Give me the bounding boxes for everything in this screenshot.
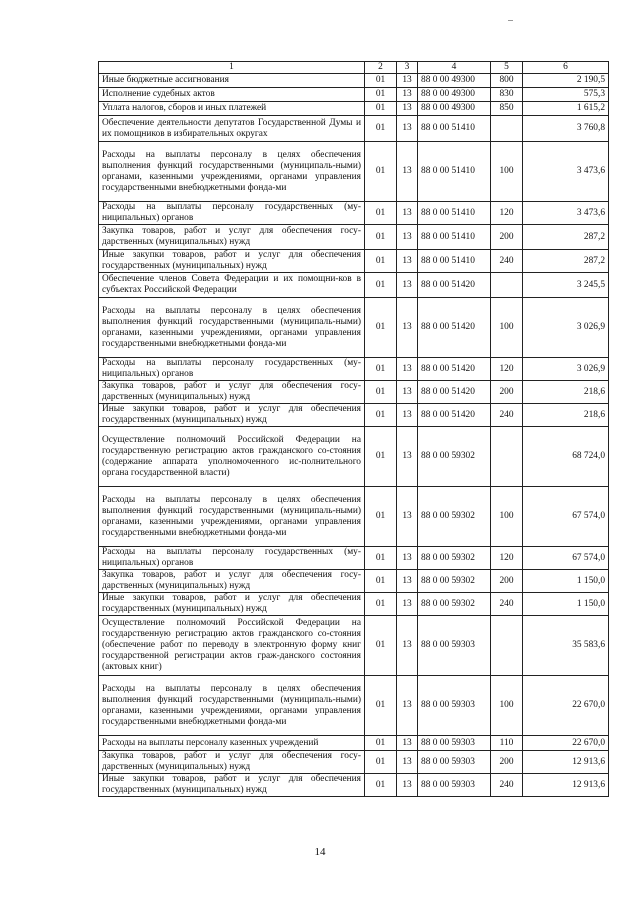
row-target-code: 88 0 00 59303 <box>418 736 491 751</box>
row-section: 01 <box>365 404 397 427</box>
row-amount: 67 574,0 <box>523 547 609 570</box>
row-target-code: 88 0 00 59302 <box>418 570 491 593</box>
row-expense-type: 200 <box>491 751 523 774</box>
header-cell: 5 <box>491 62 523 74</box>
row-amount: 22 670,0 <box>523 676 609 736</box>
row-target-code: 88 0 00 51420 <box>418 381 491 404</box>
row-target-code: 88 0 00 59303 <box>418 676 491 736</box>
row-target-code: 88 0 00 51410 <box>418 142 491 202</box>
row-target-code: 88 0 00 51410 <box>418 202 491 225</box>
row-target-code: 88 0 00 51410 <box>418 250 491 273</box>
row-expense-type <box>491 273 523 298</box>
table-row <box>99 570 609 593</box>
row-section: 01 <box>365 487 397 547</box>
row-name: Закупка товаров, работ и услуг для обеспечения госу-дарственных (муниципальных) нужд <box>99 751 365 774</box>
row-expense-type: 110 <box>491 736 523 751</box>
row-amount: 67 574,0 <box>523 487 609 547</box>
table-row <box>99 487 609 547</box>
header-cell: 2 <box>365 62 397 74</box>
row-name: Расходы на выплаты персоналу в целях обеспечения выполнения функций государственными (муниципаль-ными) органами, казенными учреждениями, органами управления государственными внебюджетными фонда-ми <box>99 676 365 736</box>
row-section: 01 <box>365 202 397 225</box>
row-expense-type: 240 <box>491 404 523 427</box>
row-target-code: 88 0 00 59302 <box>418 487 491 547</box>
row-amount: 3 026,9 <box>523 298 609 358</box>
table-row <box>99 358 609 381</box>
table-row <box>99 676 609 736</box>
scan-mark <box>508 20 513 21</box>
row-subsection: 13 <box>397 74 418 88</box>
header-cell: 6 <box>523 62 609 74</box>
row-name: Иные закупки товаров, работ и услуг для обеспечения государственных (муниципальных) нужд <box>99 593 365 616</box>
row-section: 01 <box>365 736 397 751</box>
row-target-code: 88 0 00 59302 <box>418 547 491 570</box>
row-section: 01 <box>365 298 397 358</box>
row-target-code: 88 0 00 59302 <box>418 427 491 487</box>
row-subsection: 13 <box>397 427 418 487</box>
row-target-code: 88 0 00 51410 <box>418 116 491 142</box>
row-section: 01 <box>365 774 397 797</box>
row-subsection: 13 <box>397 102 418 116</box>
table-row <box>99 142 609 202</box>
row-amount: 12 913,6 <box>523 774 609 797</box>
row-target-code: 88 0 00 59303 <box>418 751 491 774</box>
row-subsection: 13 <box>397 751 418 774</box>
row-amount: 1 615,2 <box>523 102 609 116</box>
table-row <box>99 88 609 102</box>
row-expense-type: 830 <box>491 88 523 102</box>
header-cell: 1 <box>99 62 365 74</box>
row-amount: 3 473,6 <box>523 202 609 225</box>
table-row <box>99 250 609 273</box>
row-expense-type: 200 <box>491 381 523 404</box>
row-target-code: 88 0 00 51420 <box>418 404 491 427</box>
table-row <box>99 298 609 358</box>
row-expense-type: 240 <box>491 250 523 273</box>
row-expense-type: 240 <box>491 774 523 797</box>
row-subsection: 13 <box>397 273 418 298</box>
row-section: 01 <box>365 547 397 570</box>
row-target-code: 88 0 00 49300 <box>418 102 491 116</box>
table-row <box>99 751 609 774</box>
row-name: Расходы на выплаты персоналу государственных (му-ниципальных) органов <box>99 547 365 570</box>
row-target-code: 88 0 00 59303 <box>418 616 491 676</box>
row-target-code: 88 0 00 51410 <box>418 225 491 250</box>
row-name: Закупка товаров, работ и услуг для обеспечения госу-дарственных (муниципальных) нужд <box>99 381 365 404</box>
row-name: Расходы на выплаты персоналу в целях обеспечения выполнения функций государственными (муниципаль-ными) органами, казенными учреждениями, органами управления государственными внебюджетными фонда-ми <box>99 142 365 202</box>
row-amount: 3 760,8 <box>523 116 609 142</box>
row-subsection: 13 <box>397 487 418 547</box>
table-row <box>99 616 609 676</box>
row-amount: 3 245,5 <box>523 273 609 298</box>
row-name: Иные закупки товаров, работ и услуг для обеспечения государственных (муниципальных) нужд <box>99 774 365 797</box>
row-amount: 575,3 <box>523 88 609 102</box>
row-name: Расходы на выплаты персоналу государственных (му-ниципальных) органов <box>99 202 365 225</box>
row-amount: 68 724,0 <box>523 427 609 487</box>
row-expense-type: 200 <box>491 570 523 593</box>
row-name: Закупка товаров, работ и услуг для обеспечения госу-дарственных (муниципальных) нужд <box>99 225 365 250</box>
row-target-code: 88 0 00 49300 <box>418 88 491 102</box>
row-name: Иные закупки товаров, работ и услуг для обеспечения государственных (муниципальных) нужд <box>99 404 365 427</box>
row-subsection: 13 <box>397 404 418 427</box>
row-name: Расходы на выплаты персоналу в целях обеспечения выполнения функций государственными (муниципаль-ными) органами, казенными учреждениями, органами управления государственными внебюджетными фонда-ми <box>99 487 365 547</box>
row-expense-type: 100 <box>491 298 523 358</box>
row-expense-type: 240 <box>491 593 523 616</box>
row-amount: 3 473,6 <box>523 142 609 202</box>
row-section: 01 <box>365 358 397 381</box>
table-row <box>99 102 609 116</box>
row-name: Осуществление полномочий Российской Федерации на государственную регистрацию актов гражданского со-стояния (содержание аппарата уполномоченного ис-полнительного органа государственной власти) <box>99 427 365 487</box>
row-name: Уплата налогов, сборов и иных платежей <box>99 102 365 116</box>
row-subsection: 13 <box>397 570 418 593</box>
row-name: Иные закупки товаров, работ и услуг для обеспечения государственных (муниципальных) нужд <box>99 250 365 273</box>
table-row <box>99 547 609 570</box>
table-row <box>99 593 609 616</box>
row-subsection: 13 <box>397 547 418 570</box>
row-expense-type: 850 <box>491 102 523 116</box>
row-amount: 22 670,0 <box>523 736 609 751</box>
row-section: 01 <box>365 427 397 487</box>
row-name: Расходы на выплаты персоналу государственных (му-ниципальных) органов <box>99 358 365 381</box>
row-section: 01 <box>365 751 397 774</box>
row-subsection: 13 <box>397 774 418 797</box>
table-row <box>99 225 609 250</box>
row-expense-type <box>491 116 523 142</box>
row-section: 01 <box>365 570 397 593</box>
row-subsection: 13 <box>397 593 418 616</box>
table-row <box>99 774 609 797</box>
table-row <box>99 381 609 404</box>
row-amount: 1 150,0 <box>523 570 609 593</box>
row-amount: 287,2 <box>523 225 609 250</box>
row-name: Расходы на выплаты персоналу казенных учреждений <box>99 736 365 751</box>
row-subsection: 13 <box>397 202 418 225</box>
row-target-code: 88 0 00 59302 <box>418 593 491 616</box>
row-expense-type <box>491 427 523 487</box>
row-amount: 218,6 <box>523 404 609 427</box>
row-name: Иные бюджетные ассигнования <box>99 74 365 88</box>
table-row <box>99 427 609 487</box>
row-target-code: 88 0 00 51420 <box>418 358 491 381</box>
row-section: 01 <box>365 381 397 404</box>
row-name: Осуществление полномочий Российской Федерации на государственную регистрацию актов гражданского со-стояния (обеспечение работ по переводу в электронную форму книг государственной регистрации актов граж-данского состояния (актовых книг) <box>99 616 365 676</box>
row-expense-type: 800 <box>491 74 523 88</box>
table-body <box>99 62 609 797</box>
row-subsection: 13 <box>397 381 418 404</box>
row-subsection: 13 <box>397 736 418 751</box>
row-section: 01 <box>365 74 397 88</box>
row-expense-type: 120 <box>491 358 523 381</box>
row-name: Расходы на выплаты персоналу в целях обеспечения выполнения функций государственными (муниципаль-ными) органами, казенными учреждениями, органами управления государственными внебюджетными фонда-ми <box>99 298 365 358</box>
row-subsection: 13 <box>397 250 418 273</box>
row-name: Закупка товаров, работ и услуг для обеспечения госу-дарственных (муниципальных) нужд <box>99 570 365 593</box>
table-row <box>99 273 609 298</box>
row-section: 01 <box>365 273 397 298</box>
row-section: 01 <box>365 142 397 202</box>
page-number: 14 <box>314 846 326 858</box>
row-expense-type: 100 <box>491 487 523 547</box>
header-cell: 4 <box>418 62 491 74</box>
row-section: 01 <box>365 593 397 616</box>
row-amount: 2 190,5 <box>523 74 609 88</box>
row-name: Обеспечение членов Совета Федерации и их помощни-ков в субъектах Российской Федерации <box>99 273 365 298</box>
row-expense-type: 120 <box>491 547 523 570</box>
row-subsection: 13 <box>397 142 418 202</box>
row-amount: 3 026,9 <box>523 358 609 381</box>
row-subsection: 13 <box>397 616 418 676</box>
row-name: Обеспечение деятельности депутатов Государственной Думы и их помощников в избирательных округах <box>99 116 365 142</box>
row-section: 01 <box>365 88 397 102</box>
row-expense-type: 100 <box>491 142 523 202</box>
row-expense-type: 120 <box>491 202 523 225</box>
row-amount: 12 913,6 <box>523 751 609 774</box>
row-amount: 287,2 <box>523 250 609 273</box>
row-section: 01 <box>365 250 397 273</box>
row-subsection: 13 <box>397 298 418 358</box>
row-expense-type: 100 <box>491 676 523 736</box>
row-name: Исполнение судебных актов <box>99 88 365 102</box>
table-row <box>99 74 609 88</box>
row-subsection: 13 <box>397 88 418 102</box>
row-section: 01 <box>365 116 397 142</box>
row-target-code: 88 0 00 51420 <box>418 273 491 298</box>
row-amount: 1 150,0 <box>523 593 609 616</box>
row-amount: 218,6 <box>523 381 609 404</box>
table-row <box>99 736 609 751</box>
row-subsection: 13 <box>397 358 418 381</box>
row-section: 01 <box>365 102 397 116</box>
row-target-code: 88 0 00 49300 <box>418 74 491 88</box>
row-expense-type: 200 <box>491 225 523 250</box>
budget-table <box>98 61 609 797</box>
header-cell: 3 <box>397 62 418 74</box>
row-subsection: 13 <box>397 225 418 250</box>
row-section: 01 <box>365 616 397 676</box>
row-target-code: 88 0 00 51420 <box>418 298 491 358</box>
row-section: 01 <box>365 676 397 736</box>
table-row <box>99 116 609 142</box>
row-target-code: 88 0 00 59303 <box>418 774 491 797</box>
table-row <box>99 202 609 225</box>
row-subsection: 13 <box>397 676 418 736</box>
row-expense-type <box>491 616 523 676</box>
table-row <box>99 404 609 427</box>
row-section: 01 <box>365 225 397 250</box>
row-subsection: 13 <box>397 116 418 142</box>
row-amount: 35 583,6 <box>523 616 609 676</box>
header-row <box>99 62 609 74</box>
